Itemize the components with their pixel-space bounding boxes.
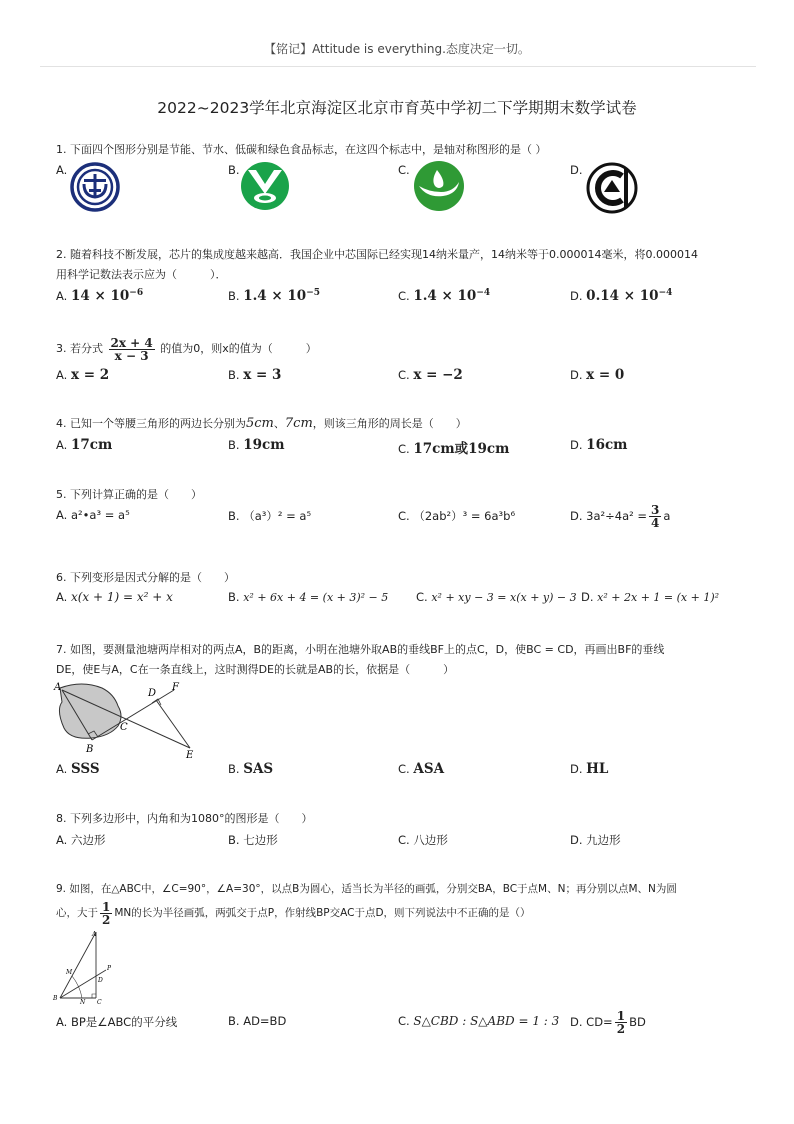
q2-option-c xyxy=(398,288,490,304)
q8-option-b-label: B. xyxy=(228,833,240,847)
q3-option-b-label: B. xyxy=(228,368,240,382)
page-header: 【铭记】Attitude is everything.态度决定一切。 xyxy=(264,42,530,56)
q2-line-2: 用科学记数法表示应为（ ）． xyxy=(56,268,227,281)
question-2-options xyxy=(56,288,746,312)
q4-option-a xyxy=(56,437,112,453)
q9-option-c-text: S△CBD : S△ABD = 1 : 3 xyxy=(413,1014,560,1028)
fig7-label-c: C xyxy=(120,722,128,733)
q7-option-a-text: SSS xyxy=(70,761,100,777)
header-divider xyxy=(40,66,756,67)
q7-option-d-text: HL xyxy=(586,761,609,777)
q4-suffix: ，则该三角形的周长是（ ） xyxy=(312,417,467,430)
q3-option-a-label: A. xyxy=(56,368,68,382)
q4-option-b-label: B. xyxy=(228,438,240,452)
q6-option-a-text: x(x + 1) = x² + x xyxy=(70,590,173,604)
q3-option-d xyxy=(570,367,624,383)
q7-option-c-text: ASA xyxy=(413,761,445,777)
q3-fraction-denominator: x − 3 xyxy=(114,348,149,363)
question-3-options xyxy=(56,367,746,391)
q6-option-d-label: D. xyxy=(581,590,594,604)
q5-option-d-left: 3a²÷4a² = xyxy=(586,509,648,523)
fig7-label-e: E xyxy=(186,750,194,760)
q9-option-b-text: AD=BD xyxy=(243,1014,287,1028)
q5-option-b xyxy=(228,508,311,524)
q3-option-d-label: D. xyxy=(570,368,583,382)
q3-option-b-text: x = 3 xyxy=(243,367,282,383)
q8-option-c xyxy=(398,832,448,848)
q4-option-b xyxy=(228,437,285,453)
q3-option-c-text: x = −2 xyxy=(413,367,463,383)
q9-option-c xyxy=(398,1014,559,1028)
q1-option-b-label: B. xyxy=(228,163,240,177)
q8-option-a-text: 六边形 xyxy=(70,833,106,847)
q7-line-1: 7. 如图，要测量池塘两岸相对的两点A，B的距离，小明在池塘外取AB的垂线BF上的点C，D，使BC = CD，再画出BF的垂线 xyxy=(56,643,665,656)
pond-shape xyxy=(59,684,121,738)
q2-option-c-label: C. xyxy=(398,289,410,303)
q5-option-c xyxy=(398,508,515,524)
q4-separator: 、 xyxy=(273,417,285,430)
q2-option-d xyxy=(570,288,672,304)
question-4-options xyxy=(56,437,746,461)
q7-option-a-label: A. xyxy=(56,762,68,776)
page-title: 2022~2023学年北京海淀区北京市育英中学初二下学期期末数学试卷 xyxy=(157,99,637,117)
q4-side-a: 5cm xyxy=(246,416,274,431)
energy-saving-logo-icon xyxy=(70,162,120,212)
q9-option-d-numerator: 1 xyxy=(616,1009,626,1023)
green-food-logo-icon xyxy=(586,162,638,214)
q5-option-d xyxy=(570,504,670,529)
q6-option-c xyxy=(416,590,577,604)
q7-option-c xyxy=(398,761,444,777)
q3-fraction xyxy=(109,337,155,362)
q4-option-d xyxy=(570,437,627,453)
q8-option-a-label: A. xyxy=(56,833,68,847)
q9-option-d-left: CD= xyxy=(586,1015,613,1029)
q6-option-c-label: C. xyxy=(416,590,428,604)
q2-option-d-label: D. xyxy=(570,289,583,303)
q5-option-c-text: （2ab²）³ = 6a³b⁶ xyxy=(413,509,516,523)
q9-line-2 xyxy=(56,899,746,927)
q6-option-b xyxy=(228,590,388,604)
question-8-options xyxy=(56,832,746,856)
q9-option-d-label: D. xyxy=(570,1015,583,1029)
q5-option-a-label: A. xyxy=(56,508,68,522)
fig9-label-p: P xyxy=(107,965,112,972)
q9-fraction xyxy=(100,901,112,926)
q7-line-2: DE，使E与A，C在一条直线上，这时测得DE的长就是AB的长，依据是（ ） xyxy=(56,663,455,676)
q9-option-a-text: BP是∠ABC的平分线 xyxy=(70,1015,178,1029)
q4-prefix: 4. 已知一个等腰三角形的两边长分别为 xyxy=(56,417,246,430)
fig7-label-a: A xyxy=(54,682,62,693)
fig9-label-d: D xyxy=(98,977,103,984)
q2-option-d-exp: −4 xyxy=(658,288,673,299)
q8-option-d-text: 九边形 xyxy=(586,833,621,847)
q1-option-c-label: C. xyxy=(398,163,410,177)
right-angle-c xyxy=(92,994,96,998)
q3-option-c xyxy=(398,367,463,383)
q5-option-d-right: a xyxy=(663,509,671,523)
q3-option-b xyxy=(228,367,281,383)
q3-option-a-text: x = 2 xyxy=(70,367,110,383)
question-9-options xyxy=(56,1009,746,1044)
q2-option-b-coef: 1.4 × 10 xyxy=(243,288,307,304)
water-saving-logo-icon xyxy=(240,160,290,212)
q8-option-d xyxy=(570,832,621,848)
q5-option-b-label: B. xyxy=(228,509,240,523)
side-ab xyxy=(60,932,96,998)
q6-option-d-text: x² + 2x + 1 = (x + 1)² xyxy=(597,591,720,604)
fig7-label-d: D xyxy=(148,688,157,699)
question-1-text: 1. 下面四个图形分别是节能、节水、低碳和绿色食品标志，在这四个标志中，是轴对称图形的是（ ） xyxy=(56,143,547,156)
q3-prefix: 3. 若分式 xyxy=(56,342,103,355)
q5-option-d-denominator: 4 xyxy=(651,516,660,530)
q5-option-d-label: D. xyxy=(570,509,583,523)
fig7-label-b: B xyxy=(86,744,94,755)
question-5-options xyxy=(56,503,746,538)
q4-option-b-text: 19cm xyxy=(243,437,285,453)
q5-option-d-numerator: 3 xyxy=(651,503,660,517)
q3-option-a xyxy=(56,367,109,383)
q9-option-d-fraction xyxy=(615,1010,627,1035)
q9-option-d-right: BD xyxy=(629,1015,646,1029)
q5-option-d-fraction xyxy=(649,504,661,529)
q2-option-d-coef: 0.14 × 10 xyxy=(586,288,659,304)
q4-option-c-label: C. xyxy=(398,442,410,456)
q1-option-a-label: A. xyxy=(56,163,68,177)
q2-option-c-coef: 1.4 × 10 xyxy=(413,288,477,304)
fig9-label-n: N xyxy=(80,999,86,1006)
q7-option-b-label: B. xyxy=(228,762,240,776)
q3-option-d-text: x = 0 xyxy=(586,367,625,383)
question-1-options xyxy=(56,163,746,187)
q9-option-b-label: B. xyxy=(228,1014,240,1028)
q6-option-c-text: x² + xy − 3 = x(x + y) − 3 xyxy=(431,591,577,604)
question-7-options xyxy=(56,761,746,785)
question-5-text: 5. 下列计算正确的是（ ） xyxy=(56,488,202,501)
arc-mn xyxy=(72,976,82,998)
q6-option-b-label: B. xyxy=(228,590,240,604)
q4-option-c xyxy=(398,437,509,457)
q6-option-b-text: x² + 6x + 4 = (x + 3)² − 5 xyxy=(243,591,389,604)
q9-line-2-prefix: 心，大于 xyxy=(56,907,98,919)
question-7-text xyxy=(56,640,746,680)
q4-option-d-label: D. xyxy=(570,438,583,452)
q3-suffix: 的值为0，则x的值为（ ） xyxy=(160,342,317,355)
q8-option-d-label: D. xyxy=(570,833,583,847)
question-3-text xyxy=(56,335,746,363)
question-2-text xyxy=(56,245,746,285)
q2-option-a-coef: 14 × 10 xyxy=(70,288,130,304)
q2-option-a xyxy=(56,288,143,304)
q4-option-d-text: 16cm xyxy=(586,437,628,453)
q2-option-a-label: A. xyxy=(56,289,68,303)
q8-option-c-text: 八边形 xyxy=(413,833,448,847)
fig9-label-b: B xyxy=(53,995,58,1002)
q3-fraction-numerator: 2x + 4 xyxy=(110,335,153,350)
q9-fraction-numerator: 1 xyxy=(102,899,111,914)
q9-triangle-figure xyxy=(52,928,118,1006)
q9-line-1: 9. 如图，在△ABC中，∠C=90°，∠A=30°，以点B为圆心，适当长为半径的画弧，分别交BA，BC于点M、N；再分别以点M、N为圆 xyxy=(56,883,677,895)
question-6-options xyxy=(56,590,746,614)
q6-option-a-label: A. xyxy=(56,590,68,604)
q1-option-d-label: D. xyxy=(570,163,583,177)
q6-option-a xyxy=(56,590,173,604)
q5-option-a-text: a²•a³ = a⁵ xyxy=(70,508,130,522)
q4-option-c-text: 17cm或19cm xyxy=(413,441,510,457)
q7-option-c-label: C. xyxy=(398,762,410,776)
q8-option-c-label: C. xyxy=(398,833,410,847)
fig7-label-f: F xyxy=(172,682,179,693)
q4-option-a-text: 17cm xyxy=(70,437,113,453)
q9-line-2-suffix: MN的长为半径画弧，两弧交于点P，作射线BP交AC于点D，则下列说法中不正确的是（） xyxy=(114,907,531,919)
question-9-text xyxy=(56,879,746,927)
question-8-text: 8. 下列多边形中，内角和为1080°的图形是（ ） xyxy=(56,812,313,825)
fig9-label-a: A xyxy=(92,931,97,938)
q8-option-a xyxy=(56,832,105,848)
q6-option-d xyxy=(581,590,719,604)
q7-option-b-text: SAS xyxy=(243,761,274,777)
q2-option-b-label: B. xyxy=(228,289,240,303)
q9-fraction-denominator: 2 xyxy=(102,912,111,927)
right-angle-d xyxy=(152,699,161,705)
fig9-label-m: M xyxy=(66,969,73,976)
q7-option-b xyxy=(228,761,273,777)
q9-option-a xyxy=(56,1014,177,1030)
q9-option-a-label: A. xyxy=(56,1015,68,1029)
q2-line-1: 2. 随着科技不断发展，芯片的集成度越来越高．我国企业中芯国际已经实现14纳米量产，14纳米等于0.000014毫米，将0.000014 xyxy=(56,248,698,261)
question-4-text xyxy=(56,414,746,434)
q2-option-b-exp: −5 xyxy=(306,288,321,299)
q9-option-d xyxy=(570,1010,646,1035)
question-6-text: 6. 下列变形是因式分解的是（ ） xyxy=(56,571,235,584)
q5-option-b-text: （a³）² = a⁵ xyxy=(243,509,312,523)
q9-option-c-label: C. xyxy=(398,1014,410,1028)
fig9-label-c: C xyxy=(97,999,102,1006)
q8-option-b-text: 七边形 xyxy=(243,833,278,847)
q7-pond-figure xyxy=(52,680,202,760)
q5-option-c-label: C. xyxy=(398,509,410,523)
q9-option-b xyxy=(228,1014,286,1028)
q9-option-d-denominator: 2 xyxy=(616,1022,626,1036)
q4-side-b: 7cm xyxy=(284,416,313,431)
q2-option-b xyxy=(228,288,320,304)
low-carbon-logo-icon xyxy=(413,160,465,212)
q2-option-c-exp: −4 xyxy=(476,288,491,299)
q3-option-c-label: C. xyxy=(398,368,410,382)
q5-option-a xyxy=(56,508,130,522)
q8-option-b xyxy=(228,832,278,848)
q4-option-a-label: A. xyxy=(56,438,68,452)
q7-option-a xyxy=(56,761,100,777)
q7-option-d-label: D. xyxy=(570,762,583,776)
q7-option-d xyxy=(570,761,608,777)
q2-option-a-exp: −6 xyxy=(129,288,144,299)
